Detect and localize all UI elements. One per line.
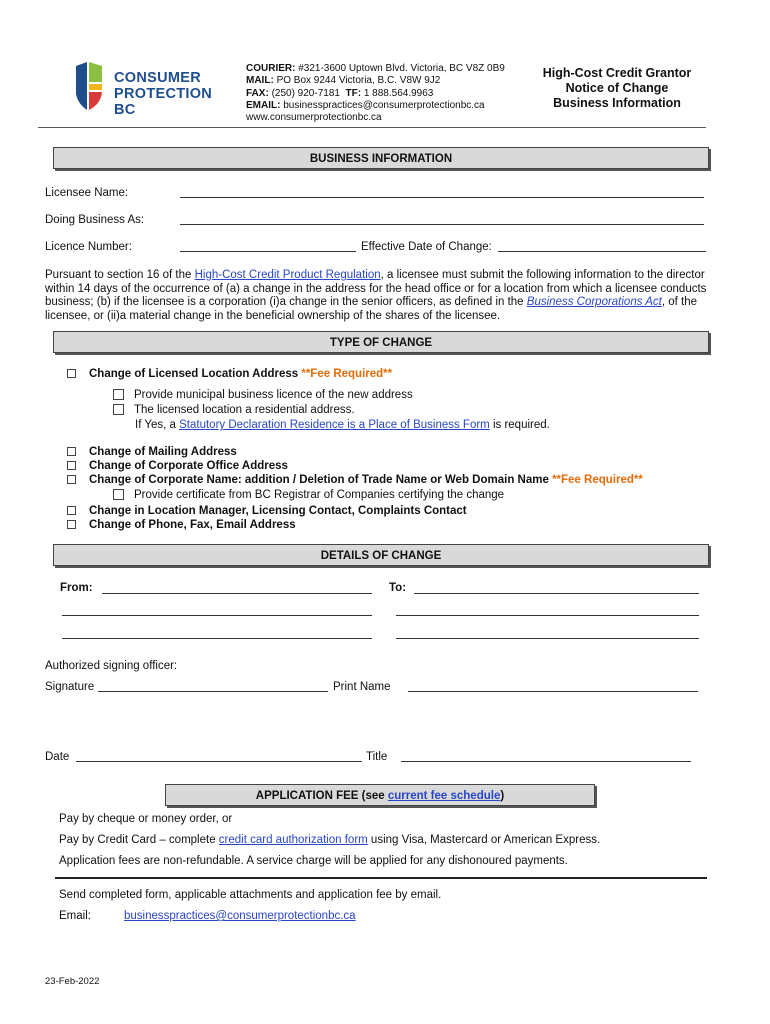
doing-business-as-label: Doing Business As: <box>45 214 145 226</box>
pursuant-text1: Pursuant to section 16 of the <box>45 269 195 281</box>
bc-registrar-label: Provide certificate from BC Registrar of Companies certifying the change <box>134 489 505 501</box>
mailing-address-label: Change of Mailing Address <box>89 446 237 458</box>
fee-header-prefix: APPLICATION FEE (see <box>255 790 388 802</box>
doing-business-as-field[interactable] <box>180 224 704 225</box>
title-field[interactable] <box>401 761 691 762</box>
residential-address-checkbox[interactable] <box>113 404 124 415</box>
logo-shield-icon <box>76 60 102 112</box>
location-address-checkbox[interactable] <box>67 369 76 378</box>
courier-address: #321-3600 Uptown Blvd. Victoria, BC V8Z 0B9 <box>298 63 505 74</box>
logo <box>76 60 226 118</box>
tf-number: 1 888.564.9963 <box>363 87 434 99</box>
footer-date: 23-Feb-2022 <box>45 976 100 987</box>
contact-block <box>246 63 505 124</box>
residential-address-label: The licensed location a residential address. <box>134 404 355 416</box>
form-title-line1: High-Cost Credit Grantor <box>542 66 692 80</box>
if-yes-row <box>135 419 550 431</box>
corporate-name-checkbox[interactable] <box>67 475 76 484</box>
date-label: Date <box>45 751 70 763</box>
logo-shield-red <box>89 92 102 110</box>
fax-number: (250) 920-7181 <box>271 87 340 99</box>
logo-line1: CONSUMER <box>114 70 201 86</box>
phone-fax-email-label: Change of Phone, Fax, Email Address <box>89 519 296 531</box>
bc-registrar-checkbox[interactable] <box>113 489 124 500</box>
is-required-text: is required. <box>489 419 550 431</box>
tf-label: TF: <box>345 87 362 99</box>
to-field-1[interactable] <box>414 593 699 594</box>
email-label: EMAIL: <box>246 99 281 111</box>
from-label: From: <box>60 582 93 594</box>
courier-label: COURIER: <box>246 63 296 74</box>
fee-required-label-2: **Fee Required** <box>552 474 643 486</box>
credit-card-prefix: Pay by Credit Card – complete <box>59 834 219 846</box>
send-divider <box>55 877 707 879</box>
authorized-signing-label: Authorized signing officer: <box>45 660 178 672</box>
corporate-name-row <box>67 474 643 486</box>
corporate-name-label: Change of Corporate Name: addition / Deletion of Trade Name or Web Domain Name <box>89 474 553 486</box>
send-text: Send completed form, applicable attachments and application fee by email. <box>59 889 442 901</box>
statutory-declaration-link[interactable]: Statutory Declaration Residence is a Place of Business Form <box>179 419 490 431</box>
phone-fax-email-row <box>67 519 296 531</box>
form-title-line2: Notice of Change <box>565 81 669 95</box>
to-field-2[interactable] <box>396 615 699 616</box>
to-field-3[interactable] <box>396 638 699 639</box>
mailing-address-checkbox[interactable] <box>67 447 76 456</box>
details-of-change-header: DETAILS OF CHANGE <box>53 544 709 566</box>
licence-number-field[interactable] <box>180 251 356 252</box>
non-refundable-text: Application fees are non-refundable. A service charge will be applied for any dishonoured payments. <box>59 855 568 867</box>
logo-shield-yellow <box>89 84 102 90</box>
location-address-label: Change of Licensed Location Address <box>89 368 302 380</box>
from-field-2[interactable] <box>62 615 372 616</box>
logo-shield-green <box>89 62 102 82</box>
licence-number-label: Licence Number: <box>45 241 132 253</box>
municipal-licence-checkbox[interactable] <box>113 389 124 400</box>
pursuant-text3: , of the licensee, or (ii)a material change in the beneficial ownership of the shares of the licensee. <box>45 296 698 322</box>
type-of-change-header: TYPE OF CHANGE <box>53 331 709 353</box>
cheque-text: Pay by cheque or money order, or <box>59 813 233 825</box>
mail-address: PO Box 9244 Victoria, B.C. V8W 9J2 <box>276 75 441 87</box>
to-label: To: <box>389 582 407 594</box>
signature-label: Signature <box>45 681 95 693</box>
location-manager-label: Change in Location Manager, Licensing Contact, Complaints Contact <box>89 505 467 517</box>
pursuant-text2: , a licensee must submit the following information to the director within 14 days of the occurrence of (a) a change in the address for the head office or for a location from which a licensee conducts business; (b) if the licensee is a corporation (i)a change in the senior officers, as defined in the <box>45 269 707 308</box>
residential-address-row <box>113 404 355 416</box>
mailing-address-row <box>67 446 237 458</box>
print-name-label: Print Name <box>333 681 391 693</box>
title-label: Title <box>366 751 388 763</box>
licensee-name-label: Licensee Name: <box>45 187 129 199</box>
licensee-name-field[interactable] <box>180 197 704 198</box>
pursuant-paragraph <box>45 269 710 323</box>
bc-registrar-row <box>113 489 504 501</box>
header-divider <box>38 127 706 128</box>
location-address-row <box>67 368 392 380</box>
contact-email: businesspractices@consumerprotectionbc.ca <box>283 99 485 111</box>
credit-card-suffix: using Visa, Mastercard or American Express. <box>367 834 601 846</box>
business-info-header: BUSINESS INFORMATION <box>53 147 709 169</box>
date-field[interactable] <box>76 761 362 762</box>
send-email-link[interactable]: businesspractices@consumerprotectionbc.ca <box>124 910 356 922</box>
fee-required-label: **Fee Required** <box>301 368 393 380</box>
signature-field[interactable] <box>98 691 328 692</box>
phone-fax-email-checkbox[interactable] <box>67 520 76 529</box>
credit-card-row <box>59 834 600 846</box>
credit-card-form-link[interactable]: credit card authorization form <box>218 834 368 846</box>
form-title <box>524 66 710 111</box>
send-email-label: Email: <box>59 910 91 922</box>
fee-schedule-link[interactable]: current fee schedule <box>387 790 501 802</box>
regulation-link[interactable]: High-Cost Credit Product Regulation <box>194 269 381 281</box>
effective-date-label: Effective Date of Change: <box>361 241 492 253</box>
corporate-office-row <box>67 460 288 472</box>
from-field-1[interactable] <box>102 593 372 594</box>
location-manager-checkbox[interactable] <box>67 506 76 515</box>
print-name-field[interactable] <box>408 691 698 692</box>
from-field-3[interactable] <box>62 638 372 639</box>
effective-date-field[interactable] <box>498 251 706 252</box>
if-yes-text: If Yes, a <box>135 419 180 431</box>
form-title-line3: Business Information <box>553 96 681 110</box>
logo-line2: PROTECTION BC <box>114 86 213 118</box>
corporate-office-checkbox[interactable] <box>67 461 76 470</box>
fee-header-suffix: ) <box>500 790 505 802</box>
municipal-licence-row <box>113 389 413 401</box>
municipal-licence-label: Provide municipal business licence of the new address <box>134 389 413 401</box>
location-manager-row <box>67 505 467 517</box>
business-corporations-act-link[interactable]: Business Corporations Act <box>526 296 662 308</box>
application-fee-header <box>165 784 595 806</box>
fax-label: FAX: <box>246 87 269 99</box>
logo-shield-blue <box>76 62 87 110</box>
mail-label: MAIL: <box>246 75 274 87</box>
website: www.consumerprotectionbc.ca <box>246 112 382 124</box>
corporate-office-label: Change of Corporate Office Address <box>89 460 288 472</box>
